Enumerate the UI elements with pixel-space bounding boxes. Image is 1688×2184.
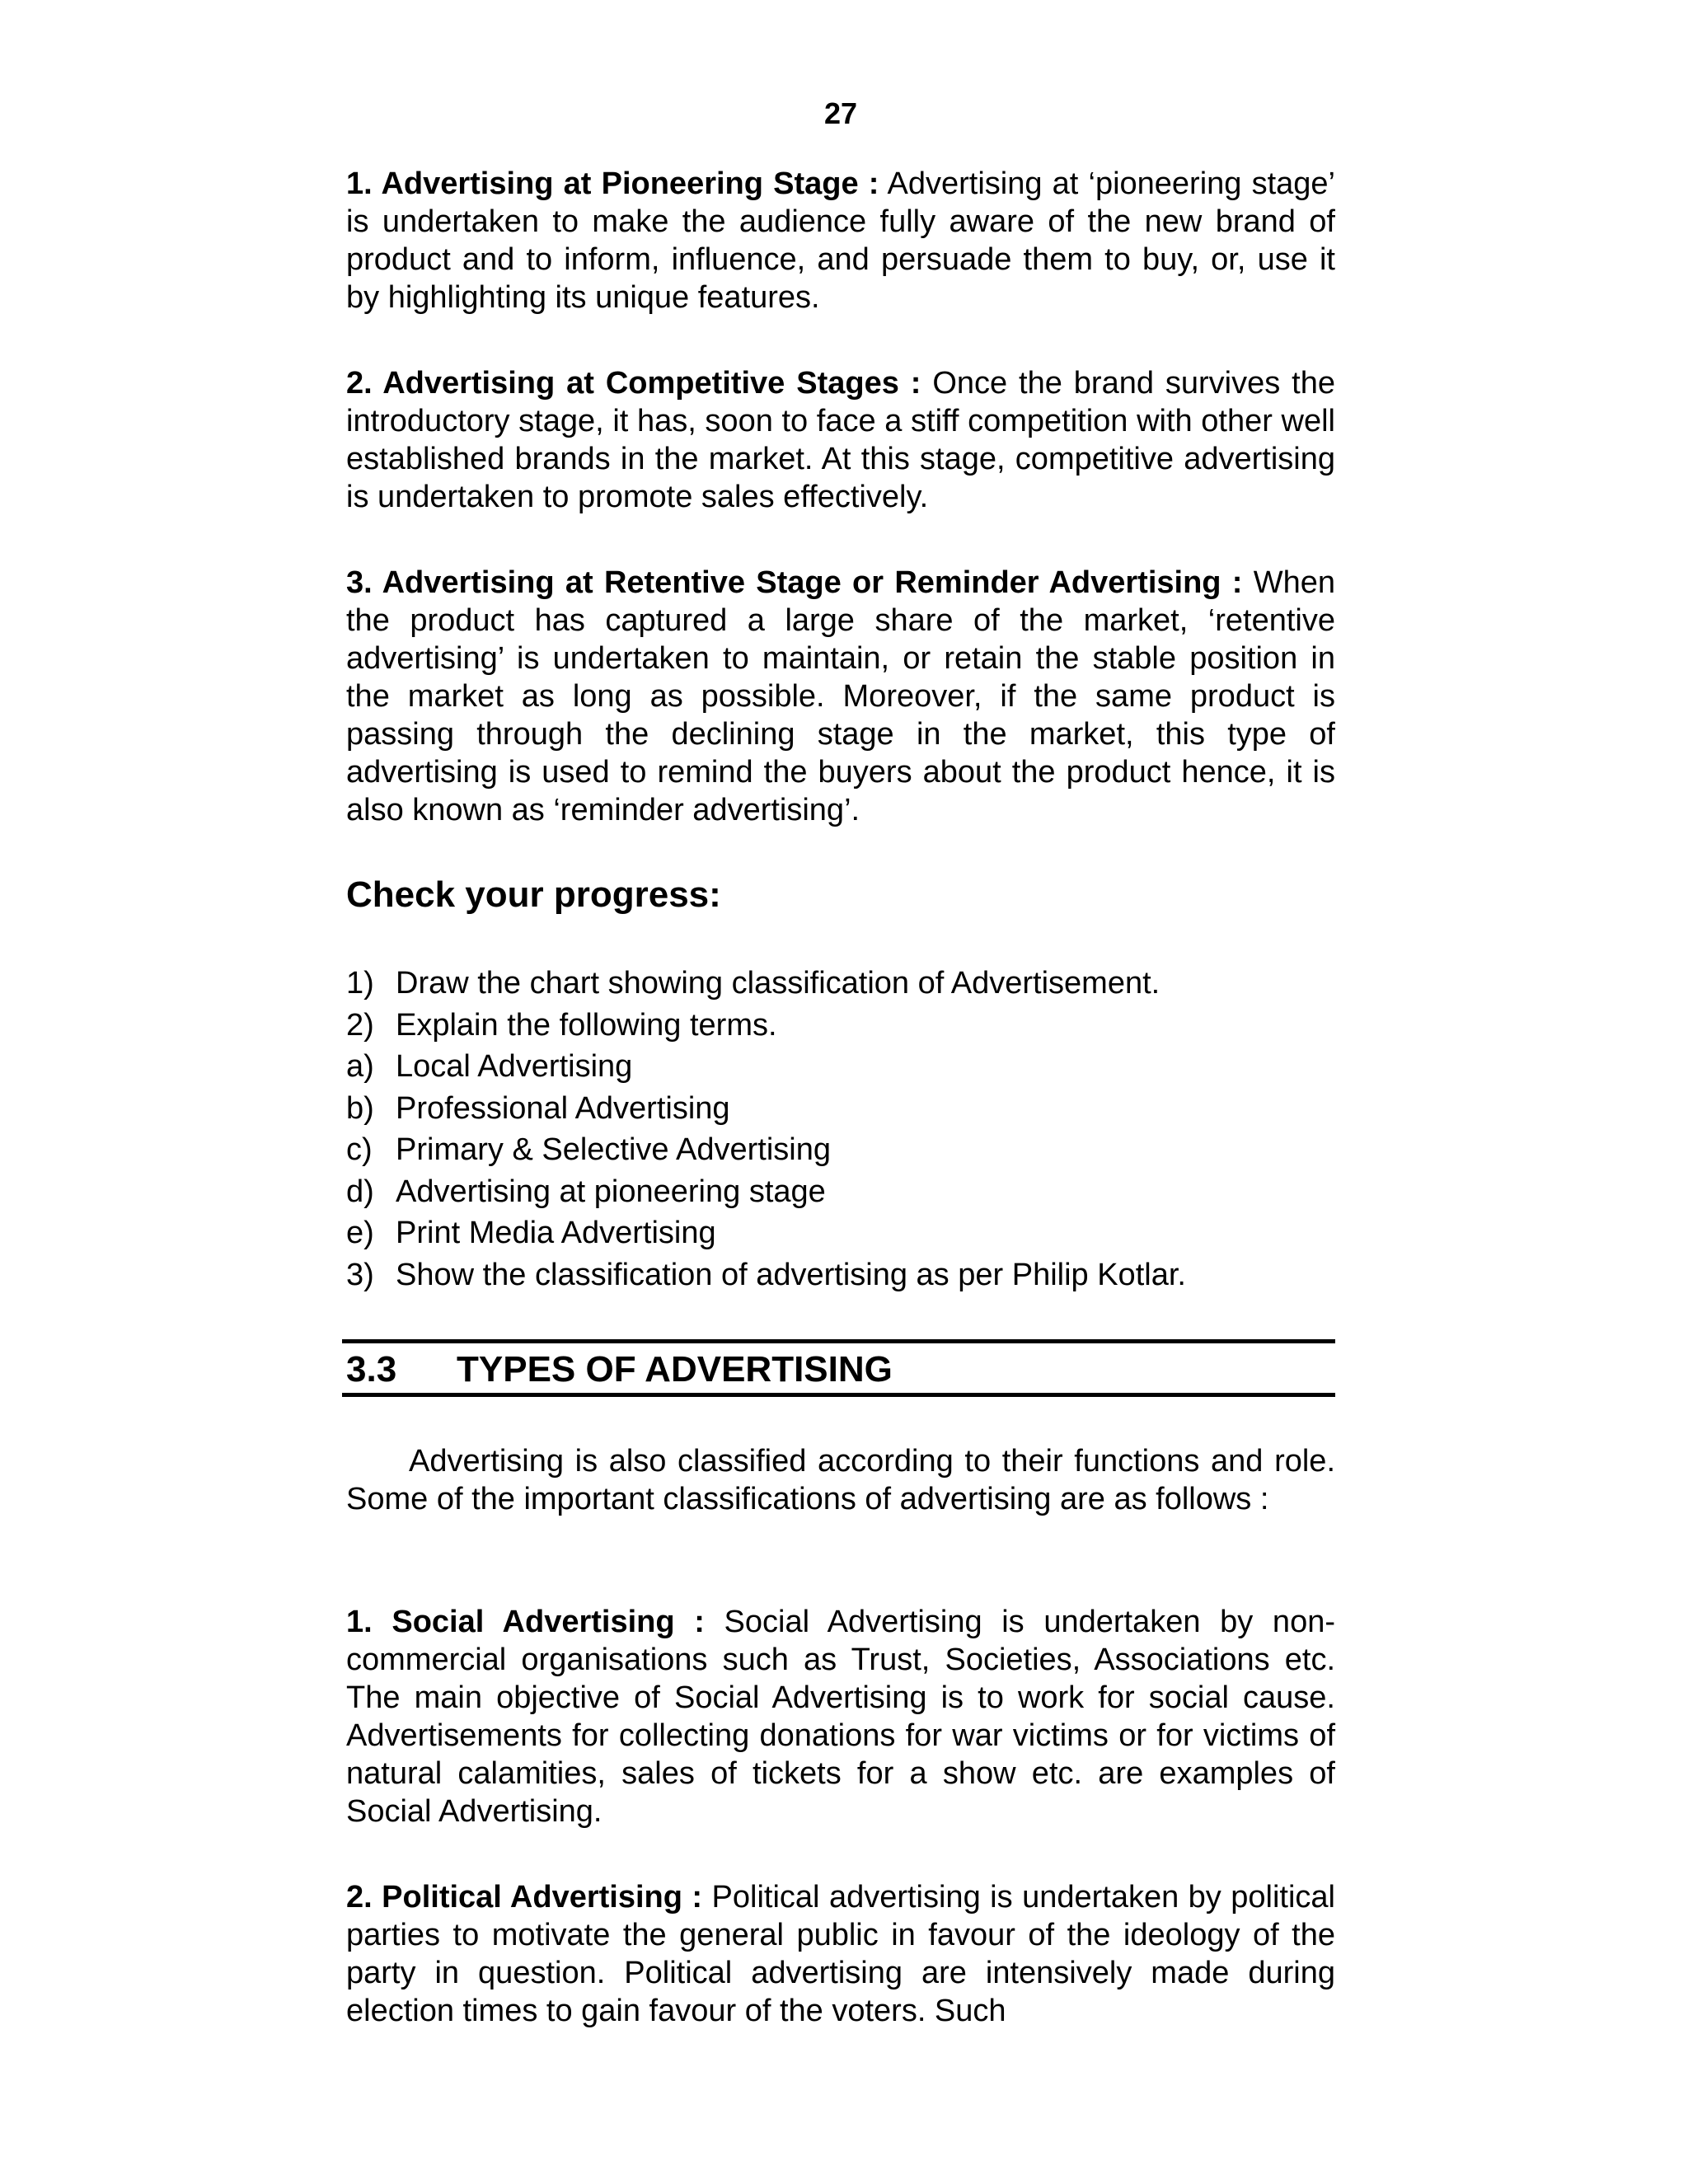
section-title: TYPES OF ADVERTISING [457,1349,893,1390]
list-text: Explain the following terms. [396,1007,777,1043]
check-progress-heading: Check your progress: [346,874,721,915]
list-text: Advertising at pioneering stage [396,1174,826,1209]
paragraph-text: When the product has captured a large share of the market, ‘retentive advertising’ is undertaken to maintain, or retain the stable position in the market as long as possible. Moreover, if the same product is passing through the declining stage in the market, this type of advertising is used to remind the buyers about the product hence, it is also known as ‘reminder advertising’. [346,565,1336,827]
list-marker: 3) [346,1257,374,1292]
page-number: 27 [823,96,858,130]
list-text: Print Media Advertising [396,1216,716,1250]
list-text: Show the classification of advertising as per Philip Kotlar. [396,1257,1186,1292]
list-text: Draw the chart showing classification of Advertisement. [396,966,1160,1001]
paragraph-label: 3. Advertising at Retentive Stage or Reminder Advertising : [346,565,1243,600]
list-marker: c) [346,1132,373,1167]
paragraph-text: Advertising at ‘pioneering stage’ is undertaken to make the audience fully aware of the new brand of product and to inform, influence, and persuade them to buy, or, use it by highlighting its unique features. [346,166,1335,315]
list-item [346,1212,1186,1254]
section-top-rule [342,1339,1335,1343]
list-item [346,1254,1186,1296]
section-bottom-rule [342,1393,1335,1397]
progress-list [346,963,1186,1296]
section-intro: Advertising is also classified according to their functions and role. Some of the important classifications of advertising are as follows : [346,1444,1335,1516]
paragraph-text: Political advertising is undertaken by political parties to motivate the general public in favour of the ideology of the party in question. Political advertising are intensively made during election times to gain favour of the voters. Such [346,1880,1335,2028]
paragraph-political-advertising [346,1878,1335,2030]
paragraph-retentive-stage [346,564,1335,829]
paragraph-social-advertising [346,1603,1335,1830]
list-marker: b) [346,1090,374,1126]
paragraph-label: 2. Political Advertising : [346,1880,703,1915]
list-item [346,1005,1186,1047]
section-heading [346,1348,893,1391]
paragraph-label: 1. Advertising at Pioneering Stage : [346,166,879,201]
paragraph-pioneering-stage [346,165,1335,316]
paragraph-competitive-stages [346,364,1335,516]
paragraph-text: Once the brand survives the introductory stage, it has, soon to face a stiff competition with other well established brands in the market. At this stage, competitive advertising is undertaken to promote sales effectively. [346,366,1335,514]
list-text: Local Advertising [396,1049,633,1084]
list-item [346,963,1186,1005]
list-marker: d) [346,1174,374,1209]
paragraph-label: 2. Advertising at Competitive Stages : [346,366,921,401]
list-item [346,1046,1186,1088]
list-item [346,1088,1186,1130]
list-item [346,1129,1186,1171]
section-number: 3.3 [346,1349,397,1390]
paragraph-label: 1. Social Advertising : [346,1605,705,1639]
list-text: Primary & Selective Advertising [396,1132,831,1167]
list-marker: a) [346,1049,374,1084]
list-marker: 1) [346,966,374,1001]
list-marker: e) [346,1216,374,1250]
list-marker: 2) [346,1007,374,1043]
list-text: Professional Advertising [396,1090,730,1126]
list-item [346,1171,1186,1213]
paragraph-text: Social Advertising is undertaken by non-commercial organisations such as Trust, Societies, Associations etc. The main objective of Social Advertising is to work for social cause. Advertisements for collecting donations for war victims or for victims of natural calamities, sales of tickets for a show etc. are examples of Social Advertising. [346,1605,1335,1829]
